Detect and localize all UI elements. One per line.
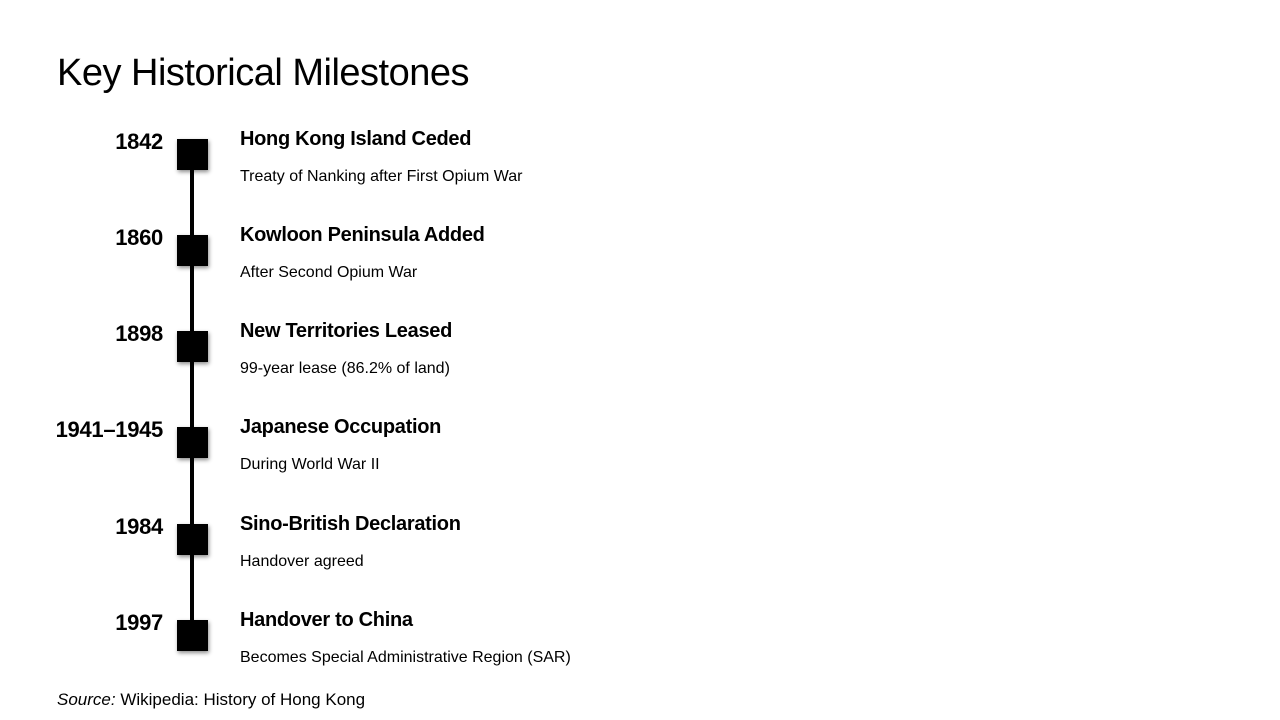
page-title: Key Historical Milestones [57, 52, 469, 94]
timeline-item-description: 99-year lease (86.2% of land) [240, 360, 450, 377]
timeline-item-1984 [0, 513, 1280, 609]
timeline-marker [177, 427, 208, 458]
timeline-item-title: Handover to China [240, 609, 413, 631]
timeline-item-title: Hong Kong Island Ceded [240, 128, 472, 150]
timeline-year: 1898 [115, 321, 163, 346]
timeline-item-title: New Territories Leased [240, 320, 453, 342]
timeline-year: 1860 [115, 225, 163, 250]
timeline-year: 1941–1945 [55, 417, 163, 442]
timeline-marker [177, 139, 208, 170]
timeline-item-1860 [0, 224, 1280, 320]
timeline-item-description: After Second Opium War [240, 264, 418, 281]
timeline-marker [177, 331, 208, 362]
timeline-item-description: During World War II [240, 456, 380, 473]
timeline-year: 1997 [115, 610, 163, 635]
timeline-marker [177, 620, 208, 651]
timeline-year: 1984 [115, 514, 163, 539]
source-text: Wikipedia: History of Hong Kong [120, 690, 366, 709]
timeline-marker [177, 235, 208, 266]
timeline-item-title: Japanese Occupation [240, 416, 442, 438]
timeline-year: 1842 [115, 129, 163, 154]
timeline-item-title: Kowloon Peninsula Added [240, 224, 485, 246]
timeline-item-1842 [0, 128, 1280, 224]
timeline-item-1898 [0, 320, 1280, 416]
timeline-item-description: Treaty of Nanking after First Opium War [240, 168, 523, 185]
timeline-marker [177, 524, 208, 555]
timeline-item-description: Becomes Special Administrative Region (SAR) [240, 649, 571, 666]
timeline-item-1941-1945 [0, 416, 1280, 512]
source-label: Source: [57, 690, 116, 709]
timeline-item-title: Sino-British Declaration [240, 513, 461, 535]
source-note [57, 689, 365, 711]
timeline-item-description: Handover agreed [240, 553, 364, 570]
